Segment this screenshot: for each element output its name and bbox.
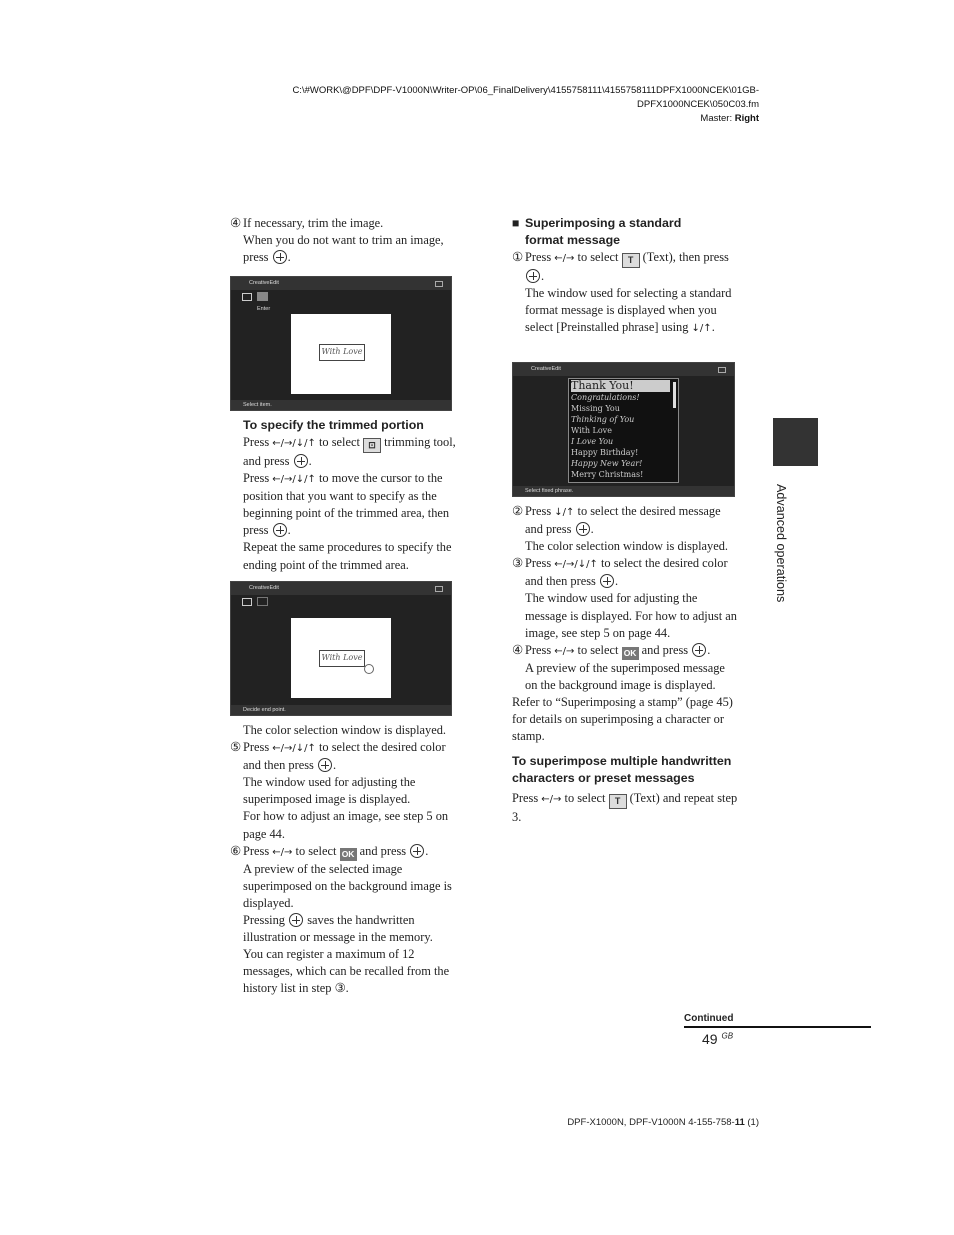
card-text: With Love [319, 650, 365, 667]
screen-status-bar: Select fixed phrase. [513, 486, 734, 496]
trim-step-3: Repeat the same procedures to specify the ending point of the trimmed area. [243, 540, 452, 572]
step-5: ⑤ Press ←/→/↓/↑ to select the desired color and then press . [230, 740, 446, 773]
screenshot-trim-enter [230, 276, 452, 411]
enter-button-icon [273, 523, 287, 537]
ok-icon [257, 292, 268, 301]
page-number: 49 $^{GB}$ [702, 1031, 734, 1047]
ok-icon [257, 597, 268, 606]
model-footer: DPF-X1000N, DPF-V1000N 4-155-758-11 (1) [567, 1117, 759, 1128]
refer-note: Refer to “Superimposing a stamp” (page 45) for details on superimposing a character or stamp. [512, 695, 733, 744]
enter-button-icon [410, 844, 424, 858]
right-step-2: ② Press ↓/↑ to select the desired message and press . [512, 504, 721, 537]
phrase-list [568, 378, 679, 483]
right-column-lower [512, 503, 738, 826]
trim-heading: To specify the trimmed portion [243, 418, 424, 432]
trimming-tool-icon: ⊡ [363, 438, 381, 453]
file-path-line1: C:\#WORK\@DPF\DPF-V1000N\Writer-OP\06_FinalDelivery\4155758111\4155758111DPFX1000NCEK\01GB- [292, 85, 759, 96]
screen-status-bar: Select item. [231, 400, 451, 410]
phrase-item[interactable]: I Love You [571, 437, 614, 446]
screen-status-bar: Decide end point. [231, 705, 451, 715]
right-step-2-note: The color selection window is displayed. [525, 539, 729, 554]
right-step-3: ③ Press ←/→/↓/↑ to select the desired color and then press . [512, 556, 728, 589]
return-icon [435, 281, 443, 287]
screen-title-bar: CreativeEdit [231, 582, 451, 595]
right-step-4: ④ Press ←/→ to select OK and press . [512, 642, 711, 658]
enter-button-icon [273, 250, 287, 264]
trim-tool-icon [242, 293, 252, 301]
return-icon [435, 586, 443, 592]
return-icon [718, 367, 726, 373]
multi-heading: To superimpose multiple handwritten characters or preset messages [512, 754, 732, 786]
phrase-item[interactable]: Congratulations! [571, 393, 640, 402]
master-line: Master: Right [700, 113, 759, 124]
phrase-item[interactable]: Happy New Year! [571, 459, 643, 468]
trim-step-2: Press ←/→/↓/↑ to move the cursor to the position that you want to specify as the beginning point of the trimmed area, then press . [243, 471, 450, 538]
enter-button-icon [600, 574, 614, 588]
color-window-note: The color selection window is displayed. [243, 723, 447, 737]
right-step-3-note: The window used for adjusting the message is displayed. For how to adjust an image, see step 5 on page 44. [525, 591, 737, 640]
enter-button-icon [289, 913, 303, 927]
phrase-item[interactable]: Thinking of You [571, 415, 635, 424]
step-4: ④ If necessary, trim the image. When you do not want to trim an image, press . [230, 216, 444, 265]
right-step-1-note: The window used for selecting a standard format message is displayed when you select [Preinstalled phrase] using ↓/↑. [525, 286, 732, 335]
step-5-note-2: For how to adjust an image, see step 5 on page 44. [243, 809, 449, 841]
enter-button-icon [318, 758, 332, 772]
screenshot-fixed-phrase [512, 362, 735, 497]
trim-step-1: Press ←/→/↓/↑ to select ⊡ trimming tool, and press . [243, 435, 456, 468]
step-6-note-1: A preview of the selected image superimposed on the background image is displayed. [243, 861, 452, 910]
scrollbar [673, 382, 676, 408]
trim-tool-icon [242, 598, 252, 606]
enter-button-icon [692, 643, 706, 657]
right-step-4-note: A preview of the superimposed message on the background image is displayed. [525, 660, 725, 692]
phrase-item[interactable]: Missing You [571, 404, 620, 413]
right-column [512, 215, 736, 337]
phrase-item[interactable]: Thank You! [571, 380, 670, 392]
phrase-item[interactable]: Happy Birthday! [571, 448, 639, 457]
card-text: With Love [319, 344, 365, 361]
multi-instructions: Press ←/→ to select T (Text) and repeat step 3. [512, 791, 738, 825]
ok-button-icon: OK [622, 647, 639, 660]
step-6: ⑥ Press ←/→ to select OK and press . [230, 843, 429, 859]
continued-label: Continued [684, 1013, 871, 1028]
screen-title-bar: CreativeEdit [231, 277, 451, 290]
phrase-item[interactable]: With Love [571, 426, 612, 435]
section-tab-marker [773, 418, 818, 466]
left-column [230, 215, 454, 266]
step-5-note-1: The window used for adjusting the superimposed image is displayed. [243, 775, 416, 807]
enter-button-icon [526, 269, 540, 283]
preview-sheet [291, 314, 391, 394]
enter-button-icon [576, 522, 590, 536]
file-path-header [292, 84, 759, 126]
cursor-icon [364, 664, 374, 674]
enter-button-icon [294, 454, 308, 468]
screenshot-trim-end [230, 581, 452, 716]
side-section-label: Advanced operations [774, 484, 788, 603]
right-step-1: ① Press ←/→ to select T (Text), then press . [512, 250, 729, 283]
enter-label: Enter [257, 306, 271, 312]
section-heading: ■ Superimposing a standard format message [512, 216, 682, 247]
screen-title-bar: CreativeEdit [513, 363, 734, 376]
step-6-note-2: Pressing saves the handwritten illustration or message in the memory. You can register a maximum of 12 messages, which can be recalled from the history list in step ③. [243, 913, 450, 996]
trim-section [243, 417, 458, 574]
file-path-line2: DPFX1000NCEK\050C03.fm [637, 99, 759, 110]
left-column-lower [230, 722, 454, 998]
text-icon: T [622, 253, 640, 268]
text-icon: T [609, 794, 627, 809]
ok-button-icon: OK [340, 848, 357, 861]
preview-sheet [291, 618, 391, 698]
phrase-item[interactable]: Merry Christmas! [571, 470, 644, 479]
